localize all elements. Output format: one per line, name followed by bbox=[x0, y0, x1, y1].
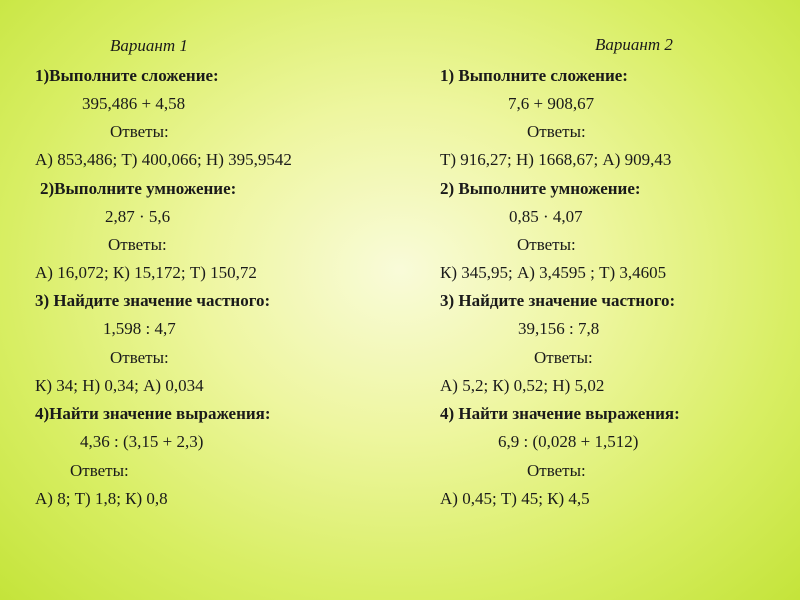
v1-expr-3: 1,598 : 4,7 bbox=[103, 319, 176, 338]
v1-answers-label-1: Ответы: bbox=[110, 122, 169, 141]
v1-answers-3: К) 34; Н) 0,34; А) 0,034 bbox=[35, 376, 204, 395]
v2-task-3: 3) Найдите значение частного: bbox=[440, 291, 676, 310]
v2-expr-3: 39,156 : 7,8 bbox=[518, 319, 600, 338]
v1-expr-4: 4,36 : (3,15 + 2,3) bbox=[80, 432, 204, 451]
v1-answers-4: А) 8; Т) 1,8; К) 0,8 bbox=[35, 489, 168, 508]
v2-answers-label-1: Ответы: bbox=[527, 122, 586, 141]
variant-2-title: Вариант 2 bbox=[595, 35, 673, 54]
v2-task-4: 4) Найти значение выражения: bbox=[440, 404, 680, 423]
v1-answers-label-2: Ответы: bbox=[108, 235, 167, 254]
v2-answers-2: К) 345,95; А) 3,4595 ; Т) 3,4605 bbox=[440, 263, 667, 282]
v1-task-4: 4)Найти значение выражения: bbox=[35, 404, 271, 423]
v2-answers-1: Т) 916,27; Н) 1668,67; А) 909,43 bbox=[440, 150, 672, 169]
v1-task-3: 3) Найдите значение частного: bbox=[35, 291, 271, 310]
variant-1-title: Вариант 1 bbox=[110, 36, 188, 55]
v1-expr-2: 2,87 · 5,6 bbox=[105, 207, 171, 226]
v2-answers-label-3: Ответы: bbox=[534, 348, 593, 367]
v1-task-1: 1)Выполните сложение: bbox=[35, 66, 219, 85]
v2-task-2: 2) Выполните умножение: bbox=[440, 179, 641, 198]
v1-answers-1: А) 853,486; Т) 400,066; Н) 395,9542 bbox=[35, 150, 292, 169]
v1-task-2: 2)Выполните умножение: bbox=[40, 179, 237, 198]
v2-answers-4: А) 0,45; Т) 45; К) 4,5 bbox=[440, 489, 590, 508]
v2-expr-4: 6,9 : (0,028 + 1,512) bbox=[498, 432, 639, 451]
v1-expr-1: 395,486 + 4,58 bbox=[82, 94, 186, 113]
v2-answers-3: А) 5,2; К) 0,52; Н) 5,02 bbox=[440, 376, 605, 395]
v2-answers-label-2: Ответы: bbox=[517, 235, 576, 254]
v1-answers-label-4: Ответы: bbox=[70, 461, 129, 480]
v1-answers-2: А) 16,072; К) 15,172; Т) 150,72 bbox=[35, 263, 257, 282]
v2-expr-2: 0,85 · 4,07 bbox=[509, 207, 583, 226]
v2-task-1: 1) Выполните сложение: bbox=[440, 66, 628, 85]
v2-expr-1: 7,6 + 908,67 bbox=[508, 94, 595, 113]
v1-answers-label-3: Ответы: bbox=[110, 348, 169, 367]
v2-answers-label-4: Ответы: bbox=[527, 461, 586, 480]
